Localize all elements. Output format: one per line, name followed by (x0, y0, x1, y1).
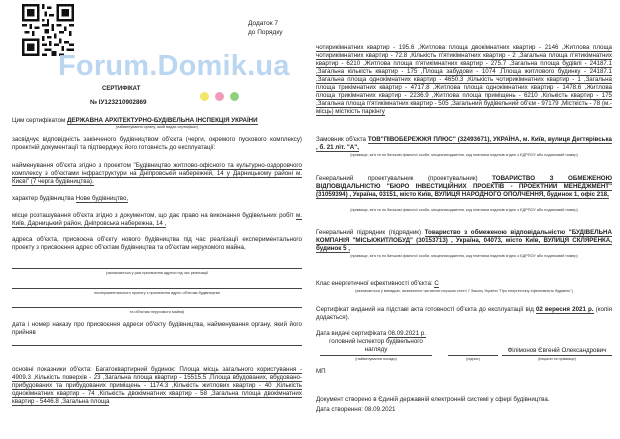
watermark-text: Forum.Domik.ua (58, 50, 290, 82)
construction-type: характер будівництва Нове будівництво, (12, 195, 129, 202)
seal-mark: МП (316, 368, 326, 375)
position-line (320, 355, 432, 356)
signer-position: головний інспектор будівельного нагляду (329, 338, 423, 353)
signature-line (448, 355, 498, 356)
issuer-line: Цим сертифікатом ДЕРЖАВНА АРХІТЕКТУРНО-БУДІВЕЛЬНА ІНСПЕКЦІЯ УКРАЇНИ (12, 117, 258, 124)
energy-caption: (зазначається у випадках, визначених частиною першою статті 7 Закону України "Про енергетичну ефективність будівель") (355, 289, 573, 293)
object-location: місце розташування об'єкта згідно з документом, що дає право на виконання будівельних робіт м. Київ, Дарницький район, Дніпровська набережна, 14 , (12, 212, 302, 227)
decorative-dots (200, 92, 250, 104)
designer-caption: (прізвище, ім'я та по батькові фізичної особи, місцезнаходження, код платника податків згідно з ЄДРПОУ або податковий номер) (350, 208, 578, 212)
pink-dot-icon (215, 92, 224, 101)
realty-caption: та об'єктам нерухомого майна) (129, 310, 185, 314)
position-caption: (найменування посади) (355, 357, 397, 361)
green-dot-icon (230, 92, 239, 101)
right-column (316, 40, 612, 439)
conformity-text: засвідчує відповідність закінченого будівництвом об'єкта (черги, окремого пускового комплексу) проектній документації та підтверджує його готовність до експлуатації: (12, 136, 302, 151)
main-indicators: основні показники об'єкта: Багатоквартирний будинок: Площа місць загального користування - 4909.3 ,Кількість поверхів - 23 ,Загальна площа квартир - 15515.5 ,Площа вбудованих, вбудовано-прибудованих та прибудованих приміщень - 1174.3 ,Кількість житлових квартир - 40 ,Кількість однокімнатних квартир - 74 ,Кількість двокімнатних квартир - 58 ,Загальна площа двокімнатних квартир - 5446.8 ,Загальна площа (12, 366, 302, 405)
signer-name: Філімонов Євгеній Олександрович (507, 347, 607, 354)
customer: Замовник об'єкта ТОВ"ПІВОБЕРЕЖЖЯ ПЛЮС" (32493671), УКРАЇНА, м. Київ, вулиця Дегтярівська , б. 21 літ. "А", (316, 136, 612, 151)
general-designer: Генеральний проектувальник (проектувальник) ТОВАРИСТВО З ОБМЕЖЕНОЮ ВІДПОВІДАЛЬНІСТЮ "БЮРО ІНВЕСТИЦІЙНИХ ПРОЕКТІВ - ПРОЕКТНИЙ МЕНЕДЖМЕНТ" (31059394) , Україна, 03151, місто Київ, ВУЛИЦЯ НАРОДНОГО ОПОЛЧЕННЯ, будинок 1, офіс 218, (316, 175, 612, 198)
certificate-number: № ІУ123210902869 (90, 99, 147, 106)
customer-caption: (прізвище, ім'я та по батькові фізичної особи, місцезнаходження, код платника податків згідно з ЄДРПОУ або податковий номер) (350, 153, 578, 157)
issuer-caption: (найменування органу, який видає сертифікат) (115, 125, 199, 129)
contractor-caption: (прізвище, ім'я та по батькові фізичної особи, місцезнаходження, код платника податків згідно з ЄДРПОУ або податковий номер) (350, 254, 578, 258)
footer-date: Дата створення: 08.09.2021 (316, 406, 396, 413)
experiment-line (12, 288, 302, 289)
order-line (12, 345, 302, 346)
issue-basis: Сертифікат виданий на підставі акта готовності об'єкта до експлуатації від 02 вересня 2021 р. (копія додається). (316, 306, 612, 321)
certificate-title: СЕРТИФІКАТ (102, 86, 141, 92)
initials-caption: (ініціали та прізвище) (538, 357, 576, 361)
signature-caption: (підпис) (466, 357, 480, 361)
object-name: найменування об'єкта згідно з проектом "Будівництво житлово-офісного та культурно-оздоровчого комплексу з об'єктами інфраструктури на Дніпровській набережній, 14 у Дарницькому районі м. Києві" (7 черга будівництва). (12, 162, 302, 185)
energy-class: Клас енергетичної ефективності об'єкта: С (316, 280, 439, 287)
footer-note: Документ створено в Єдиній державній електронній системі у сфері будівництва. (316, 396, 550, 403)
order-info: дата і номер наказу про присвоєння адреси об'єкту будівництва, найменування органу, який його прийняв (12, 321, 302, 336)
general-contractor: Генеральний підрядник (підрядник) Товариство з обмеженою відповідальністю "БУДІВЕЛЬНА КОМПАНІЯ "МІСЬКЖИТЛОБУД" (30153713) , Україна, 04073, місто Київ, ВУЛИЦЯ СКЛЯРЕНКА, будинок 5 , (316, 229, 612, 252)
indicators-continued: чотирикімнатних квартир - 195.6 ,Житлова площа двокімнатних квартир - 2146 ,Житлова площа чотирикімнатних квартир - 72.8 ,Кількість п'ятикімнатних квартир - 2 ,Загальна площа п'ятикімнатних квартир - 6210 ,Житлова площа п'ятикімнатних квартир - 275.7 ,Загальна площа будівлі - 24187.1 ,Загальна кількість квартир - 175 ,Площа забудови - 1074 ,Площа житлового будинку - 24187.1 ,Загальна площа однокімнатних квартир - 4650.3 ,Кількість чотирикімнатних квартир - 1 ,Загальна площа трикімнатних квартир - 4717.8 ,Житлова площа однокімнатних квартир - 1478.6 ,Житлова площа трикімнатних квартир - 2236.9 ,Житлова площа приміщень - 6210 ,Кількість квартир - 175 ,Загальна площа п'ятикімнатних квартир - 505 ,Загальний будівельний об'єм - 97179 ,Місткість - 78 (м.-місць) місткість паркінгу (316, 44, 612, 115)
assigned-address: адреса об'єкта, присвоєна об'єкту нового будівництва під час реалізації експериментального проекту з присвоєння адрес об'єктам будівництва та об'єктам нерухомого майна, (12, 236, 302, 251)
yellow-dot-icon (200, 92, 209, 101)
address-line (12, 268, 302, 269)
energy-class-value: С (434, 280, 439, 287)
name-line (502, 355, 612, 356)
experiment-caption: експериментального проекту з присвоєння адрес об'єктам будівництва (94, 291, 220, 295)
realty-line (12, 307, 302, 308)
appendix-note: Додаток 7 до Порядку (248, 20, 283, 36)
address-caption: (зазначається у разі присвоєння адреси під час реалізації (105, 271, 209, 275)
issuer-name: ДЕРЖАВНА АРХІТЕКТУРНО-БУДІВЕЛЬНА ІНСПЕКЦІЯ УКРАЇНИ (66, 117, 258, 124)
issue-date: Дата видачі сертифіката 08.09.2021 р. (316, 330, 426, 337)
